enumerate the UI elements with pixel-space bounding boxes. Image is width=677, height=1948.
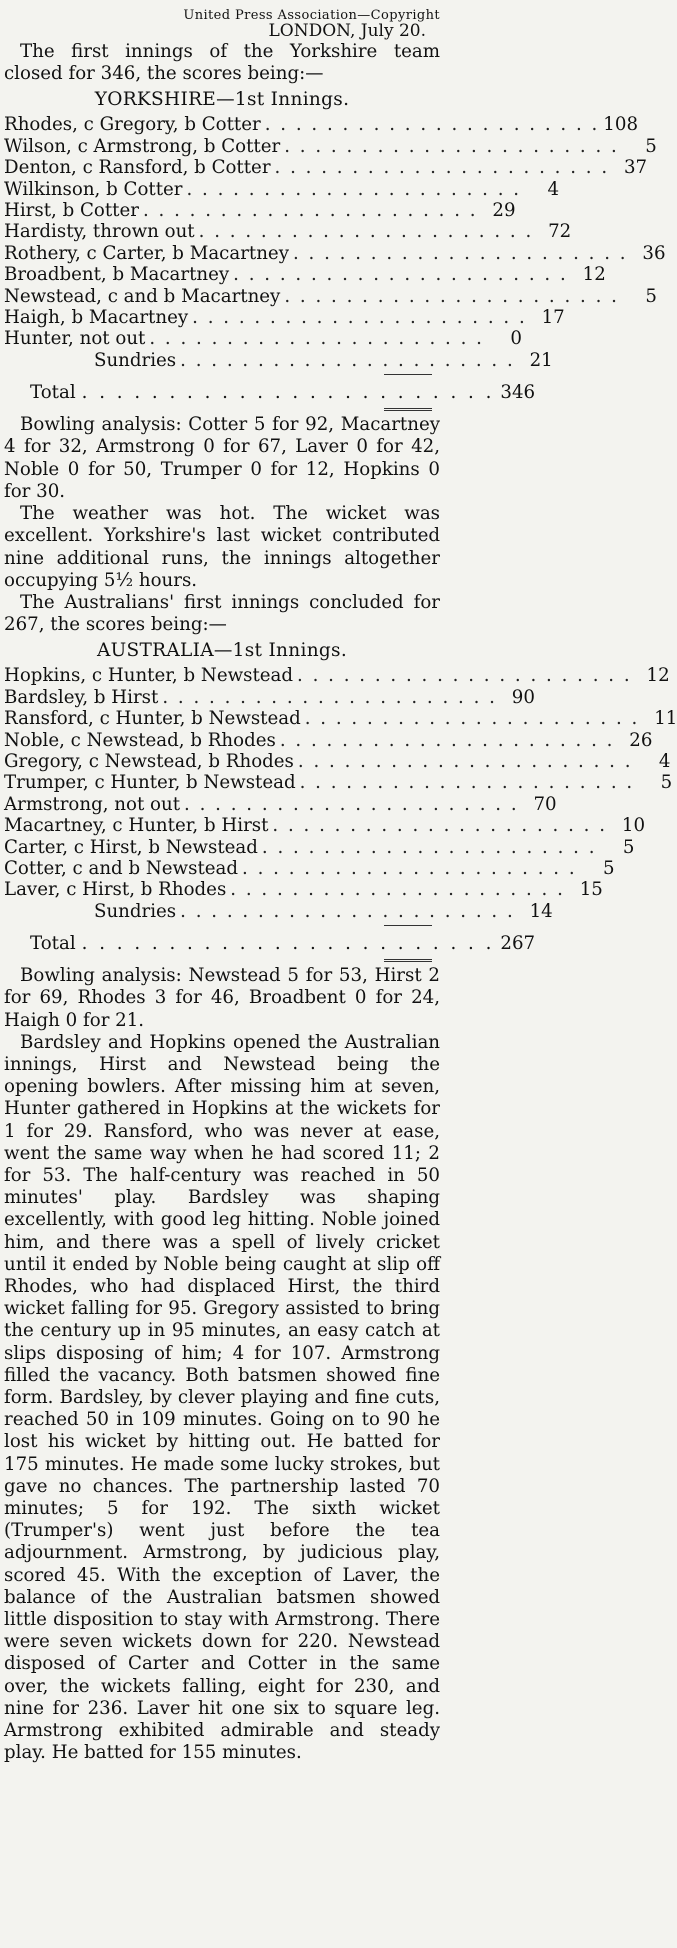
- batsman-row: [4, 328, 522, 350]
- leader-dots: . . . . . . . . . . . . . . . . . . . . . .: [264, 114, 600, 136]
- batsman-runs: 5: [622, 836, 635, 858]
- batsman-dismissal: Hopkins, c Hunter, b Newstead: [4, 665, 294, 687]
- batsman-runs: 0: [510, 328, 522, 350]
- batsman-runs: 4: [658, 750, 671, 772]
- leader-dots: . . . . . . . . . . . . . . . . . . . . . .: [284, 135, 619, 157]
- batsman-dismissal: Hirst, b Cotter: [4, 200, 139, 222]
- total-rule: [384, 925, 432, 926]
- batsman-row: [4, 772, 673, 794]
- batsman-dismissal: Wilson, c Armstrong, b Cotter: [4, 135, 281, 157]
- total-double-rule: [384, 408, 432, 411]
- leader-dots: . . . . . . . . . . . . . . . . . . . . . .: [180, 349, 515, 371]
- batsman-runs: 70: [533, 793, 557, 815]
- leader-dots: . . . . . . . . . . . . . . . . . . . . . .: [292, 242, 628, 264]
- batsman-runs: 14: [529, 900, 553, 922]
- leader-dots: . . . . . . . . . . . . . . . . . . . . . .: [261, 836, 597, 858]
- leader-dots: . . . . . . . . . . . . . . . . . . . . . .: [184, 793, 519, 815]
- batsman-dismissal: Newstead, c and b Macartney: [4, 285, 281, 307]
- australia-intro-paragraph: The Australians' first innings concluded for 267, the scores being:—: [4, 591, 440, 636]
- batsman-row: [4, 729, 653, 751]
- leader-dots: . . . . . . . . . . . . . . . . . . . . . .: [299, 772, 635, 794]
- batsman-runs: 108: [603, 114, 639, 136]
- batsman-row: [4, 857, 615, 879]
- batsman-runs: 12: [582, 264, 606, 286]
- batsman-row: [4, 200, 516, 222]
- leader-dots: . . . . . . . . . . . . . . . . . . . . . .: [284, 285, 619, 307]
- batsman-row: [4, 686, 535, 708]
- batsman-row: [4, 264, 606, 286]
- batsman-dismissal: Laver, c Hirst, b Rhodes: [4, 879, 227, 901]
- total-label: Total: [30, 382, 76, 404]
- batsman-row: [4, 836, 635, 858]
- batsman-row: [4, 665, 670, 687]
- leader-dots: . . . . . . . . . . . . . . . . . . . . . . . .: [81, 382, 495, 404]
- batsman-runs: 26: [629, 729, 653, 751]
- australia-total-row: [4, 932, 536, 956]
- batsman-dismissal: Denton, c Ransford, b Cotter: [4, 157, 271, 179]
- batsman-runs: 5: [660, 772, 673, 794]
- leader-dots: . . . . . . . . . . . . . . . . . . . . . .: [230, 879, 565, 901]
- batsman-row: [4, 900, 553, 922]
- match-report: Bardsley and Hopkins opened the Australian innings, Hirst and Newstead being the opening bowlers. After missing him at seven, Hunter gathered in Hopkins at the wickets for 1 for 29. Ransford, who was never at ease, went the same way when he had scored 11; 2 for 53. The half-century was reached in 50 minutes' play. Bardsley was shaping excellently, with good leg hitting. Noble joined him, and there was a spell of lively cricket until it ended by Noble being caught at slip off Rhodes, who had displaced Hirst, the third wicket falling for 95. Gregory assisted to bring the century up in 95 minutes, an easy catch at slips disposing of him; 4 for 107. Armstrong filled the vacancy. Both batsmen showed fine form. Bardsley, by clever playing and fine cuts, reached 50 in 109 minutes. Going on to 90 he lost his wicket by hitting out. He batted for 175 minutes. He made some lucky strokes, but gave no chances. The partnership lasted 70 minutes; 5 for 192. The sixth wicket (Trumper's) went just before the tea adjournment. Armstrong, by judicious play, scored 45. With the exception of Laver, the balance of the Australian batsmen showed little disposition to stay with Armstrong. There were seven wickets down for 220. Newstead disposed of Carter and Cotter in the same over, the wickets falling, eight for 230, and nine for 236. Laver hit one six to square leg. Armstrong exhibited admirable and steady play. He batted for 155 minutes.: [4, 1031, 440, 1764]
- batsman-dismissal: Hardisty, thrown out: [4, 221, 195, 243]
- yorkshire-heading: YORKSHIRE—1st Innings.: [94, 89, 350, 111]
- yorkshire-bowling-analysis: Bowling analysis: Cotter 5 for 92, Macartney 4 for 32, Armstrong 0 for 67, Laver 0 for 42, Noble 0 for 50, Trumper 0 for 12, Hopkins 0 for 30.: [4, 414, 440, 502]
- dateline: LONDON, July 20.: [268, 21, 426, 41]
- batsman-row: [4, 135, 657, 157]
- australia-total: 267: [500, 933, 536, 955]
- batsman-row: [4, 750, 671, 772]
- batsman-dismissal: Sundries: [94, 900, 177, 922]
- batsman-dismissal: Hunter, not out: [4, 328, 146, 350]
- batsman-runs: 5: [603, 857, 615, 879]
- batsman-dismissal: Sundries: [94, 349, 177, 371]
- yorkshire-total-row: [4, 381, 536, 405]
- batsman-runs: 36: [642, 242, 666, 264]
- intro-paragraph: The first innings of the Yorkshire team closed for 346, the scores being:—: [4, 41, 440, 85]
- batsman-dismissal: Haigh, b Macartney: [4, 307, 189, 329]
- leader-dots: . . . . . . . . . . . . . . . . . . . . . .: [274, 157, 610, 179]
- batsman-dismissal: Trumper, c Hunter, b Newstead: [4, 772, 296, 794]
- batsman-dismissal: Broadbent, b Macartney: [4, 264, 230, 286]
- batsman-runs: 90: [511, 686, 535, 708]
- australia-scorecard: [4, 665, 677, 922]
- batsman-dismissal: Ransford, c Hunter, b Newstead: [4, 708, 301, 730]
- batsman-row: [4, 157, 648, 179]
- leader-dots: . . . . . . . . . . . . . . . . . . . . . .: [180, 900, 515, 922]
- yorkshire-total: 346: [500, 382, 536, 404]
- batsman-row: [4, 708, 677, 730]
- batsman-row: [4, 349, 553, 371]
- leader-dots: . . . . . . . . . . . . . . . . . . . . . . . .: [81, 933, 495, 955]
- leader-dots: . . . . . . . . . . . . . . . . . . . . . .: [186, 178, 522, 200]
- batsman-row: [4, 879, 603, 901]
- batsman-runs: 5: [645, 135, 657, 157]
- batsman-runs: 72: [548, 221, 572, 243]
- batsman-runs: 37: [623, 157, 648, 179]
- batsman-row: [4, 221, 572, 243]
- australia-heading: AUSTRALIA—1st Innings.: [96, 640, 348, 662]
- batsman-runs: 11: [654, 708, 677, 730]
- batsman-row: [4, 114, 639, 136]
- batsman-dismissal: Rhodes, c Gregory, b Cotter: [4, 114, 261, 136]
- batsman-row: [4, 178, 560, 200]
- yorkshire-scorecard: [4, 114, 666, 371]
- batsman-dismissal: Noble, c Newstead, b Rhodes: [4, 729, 276, 751]
- weather-paragraph: The weather was hot. The wicket was excellent. Yorkshire's last wicket contributed nine additional runs, the innings altogether occupying 5½ hours.: [4, 503, 440, 591]
- batsman-runs: 4: [547, 178, 560, 200]
- leader-dots: . . . . . . . . . . . . . . . . . . . . . .: [198, 221, 534, 243]
- leader-dots: . . . . . . . . . . . . . . . . . . . . . .: [233, 264, 568, 286]
- leader-dots: . . . . . . . . . . . . . . . . . . . . . .: [192, 307, 527, 329]
- batsman-runs: 5: [645, 285, 657, 307]
- batsman-runs: 15: [579, 879, 603, 901]
- leader-dots: . . . . . . . . . . . . . . . . . . . . . .: [297, 750, 633, 772]
- batsman-dismissal: Macartney, c Hunter, b Hirst: [4, 815, 269, 837]
- australia-bowling-analysis: Bowling analysis: Newstead 5 for 53, Hirst 2 for 69, Rhodes 3 for 46, Broadbent 0 for 24, Haigh 0 for 21.: [4, 965, 440, 1031]
- batsman-dismissal: Rothery, c Carter, b Macartney: [4, 242, 289, 264]
- batsman-dismissal: Carter, c Hirst, b Newstead: [4, 836, 258, 858]
- leader-dots: . . . . . . . . . . . . . . . . . . . . . .: [297, 665, 632, 687]
- leader-dots: . . . . . . . . . . . . . . . . . . . . . .: [149, 328, 484, 350]
- batsman-runs: 29: [492, 200, 516, 222]
- total-rule: [384, 374, 432, 375]
- batsman-runs: 12: [646, 665, 670, 687]
- total-label: Total: [30, 933, 76, 955]
- batsman-dismissal: Wilkinson, b Cotter: [4, 178, 183, 200]
- leader-dots: . . . . . . . . . . . . . . . . . . . . . .: [304, 708, 640, 730]
- batsman-runs: 21: [529, 349, 553, 371]
- leader-dots: . . . . . . . . . . . . . . . . . . . . . .: [242, 857, 577, 879]
- batsman-dismissal: Gregory, c Newstead, b Rhodes: [4, 750, 294, 772]
- leader-dots: . . . . . . . . . . . . . . . . . . . . . .: [279, 729, 615, 751]
- batsman-runs: 17: [541, 307, 565, 329]
- batsman-dismissal: Bardsley, b Hirst: [4, 686, 159, 708]
- batsman-dismissal: Cotter, c and b Newstead: [4, 857, 239, 879]
- batsman-row: [4, 285, 657, 307]
- leader-dots: . . . . . . . . . . . . . . . . . . . . . .: [142, 200, 478, 222]
- batsman-row: [4, 793, 557, 815]
- batsman-row: [4, 242, 666, 264]
- leader-dots: . . . . . . . . . . . . . . . . . . . . . .: [162, 686, 497, 708]
- leader-dots: . . . . . . . . . . . . . . . . . . . . . .: [272, 815, 608, 837]
- wire-credit-text: United Press Association—Copyright: [183, 8, 440, 23]
- batsman-row: [4, 307, 565, 329]
- batsman-runs: 10: [621, 815, 646, 837]
- batsman-row: [4, 815, 646, 837]
- batsman-dismissal: Armstrong, not out: [4, 793, 181, 815]
- total-double-rule: [384, 959, 432, 962]
